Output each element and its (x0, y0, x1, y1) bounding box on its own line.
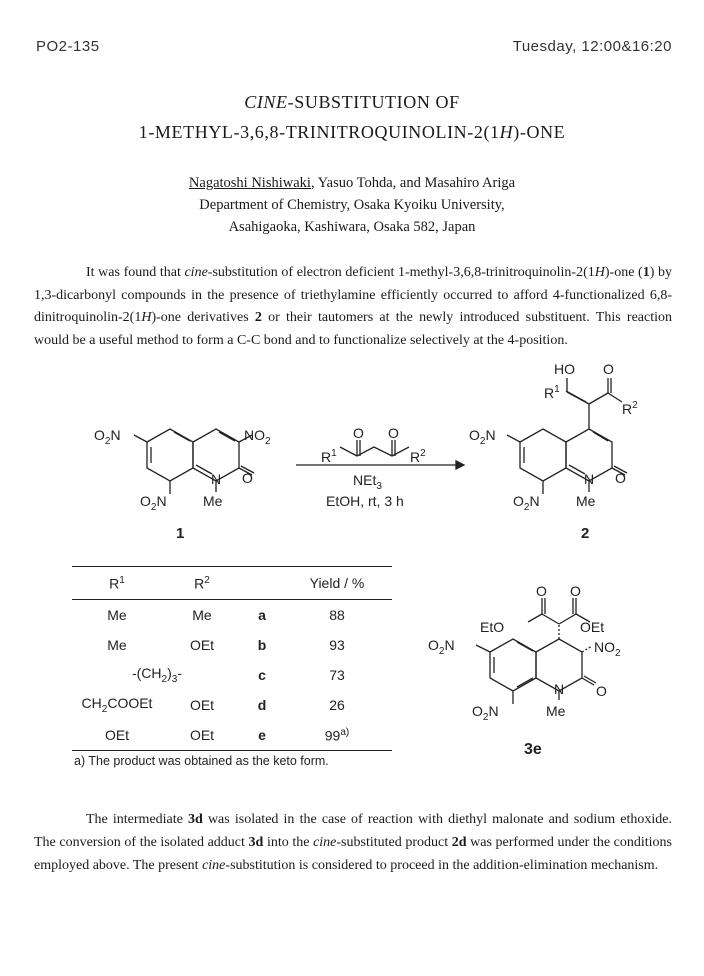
title-line-1: CINE-SUBSTITUTION OF (244, 92, 460, 112)
reagent-r2: $R^2$ (410, 448, 426, 465)
table-row: Me OEt b 93 (107, 637, 345, 653)
no2-label-3: $NO_2$ (244, 427, 271, 447)
abstract-code: PO2-135 (36, 38, 100, 55)
reagent-o-2: O (388, 425, 399, 441)
affiliation-department: Department of Chemistry, Osaka Kyoiku University, (199, 197, 505, 213)
product-no2-label-6: $O_2N$ (469, 427, 496, 447)
dicarbonyl-reagent-structure (340, 440, 409, 456)
table-row: OEt OEt e 99$^{a)}$ (104, 726, 350, 744)
product-r1: $R^1$ (544, 384, 560, 401)
compound-1-label: 1 (176, 525, 185, 542)
reaction-conditions: EtOH, rt, 3 h (326, 493, 404, 509)
presenting-author: Nagatoshi Nishiwaki (188, 175, 311, 191)
3e-no2-3: $NO_2$ (594, 639, 621, 659)
abstract-paragraph: It was found that cine-substitution of electron deficient 1-methyl-3,6,8-trinitroquinolin-2(1H)-one (1) by 1,3-dicarbonyl compounds in the presence of triethylamine efficiently occurred to afford 4-functionalized 6,8-dinitroquinolin-2(1H)-one derivatives 2 or their tautomers at the newly introduced substituent. This reaction would be a useful method to form a C-C bond and to functionalize selectively at the 4-position. (34, 265, 673, 348)
product-carbonyl-o: O (615, 470, 626, 486)
reagent-o-1: O (353, 425, 364, 441)
table-bottom-rule (72, 750, 392, 751)
3e-no2-8: $O_2N$ (472, 703, 499, 723)
reagent-r1: $R^1$ (321, 448, 337, 465)
compound-2-label: 2 (581, 525, 590, 542)
author-names: Nagatoshi Nishiwaki, Yasuo Tohda, and Masahiro Ariga (188, 175, 516, 191)
closing-paragraph: The intermediate 3d was isolated in the case of reaction with diethyl malonate and sodium ethoxide. The conversion of the isolated adduct 3d into the cine-substituted product 2d was performed under the conditions employed above. The present cine-substitution is considered to proceed in the addition-elimination mechanism. (34, 812, 672, 873)
product-no2-label-8: $O_2N$ (513, 493, 540, 513)
no2-label-8: $O_2N$ (140, 493, 167, 513)
ethoxy-label-left: EtO (480, 619, 505, 635)
compound-1-structure (134, 429, 254, 494)
svg-text:Me: Me (546, 703, 566, 719)
header-r2: $R^2$ (194, 574, 210, 592)
enol-ho-label: HO (554, 361, 575, 377)
header-yield: Yield / % (309, 575, 365, 591)
product-r2: $R^2$ (622, 400, 638, 417)
no2-label-6: $O_2N$ (94, 427, 121, 447)
author-block (0, 172, 704, 238)
svg-text:O: O (570, 583, 581, 599)
affiliation-address: Asahigaoka, Kashiwara, Osaka 582, Japan (228, 219, 476, 235)
compound-3e-structure (420, 580, 670, 780)
table-row: Me Me a 88 (107, 607, 345, 623)
product-ring-n: N (584, 471, 595, 487)
n-methyl-label: Me (203, 493, 223, 509)
table-row: $CH_2COOEt$ OEt d 26 (81, 695, 345, 715)
compound-2-structure (507, 378, 627, 494)
session-time: Tuesday, 12:00&16:20 (512, 38, 672, 55)
yield-table (72, 566, 392, 768)
svg-text:O: O (536, 583, 547, 599)
svg-text:O: O (596, 683, 607, 699)
title-line-2: 1-METHYL-3,6,8-TRINITROQUINOLIN-2(1H)-ONE (138, 122, 566, 142)
table-row: $-(CH_2)_3-$ c 73 (131, 665, 345, 685)
reagent-base: NEt$_3$ (353, 472, 382, 492)
table-header-row (72, 567, 392, 599)
ring-n-label: N (211, 471, 222, 487)
header-r1: $R^1$ (109, 574, 125, 592)
3e-no2-6: $O_2N$ (428, 637, 455, 657)
ethoxy-label-right: OEt (580, 619, 605, 635)
reaction-scheme (0, 360, 704, 550)
carbonyl-o-label: O (242, 470, 253, 486)
svg-text:N: N (554, 681, 565, 697)
table-footnote: a) The product was obtained as the keto form. (74, 754, 329, 768)
compound-3e-label: 3e (524, 741, 542, 758)
product-ketone-o: O (603, 361, 614, 377)
product-n-methyl: Me (576, 493, 596, 509)
